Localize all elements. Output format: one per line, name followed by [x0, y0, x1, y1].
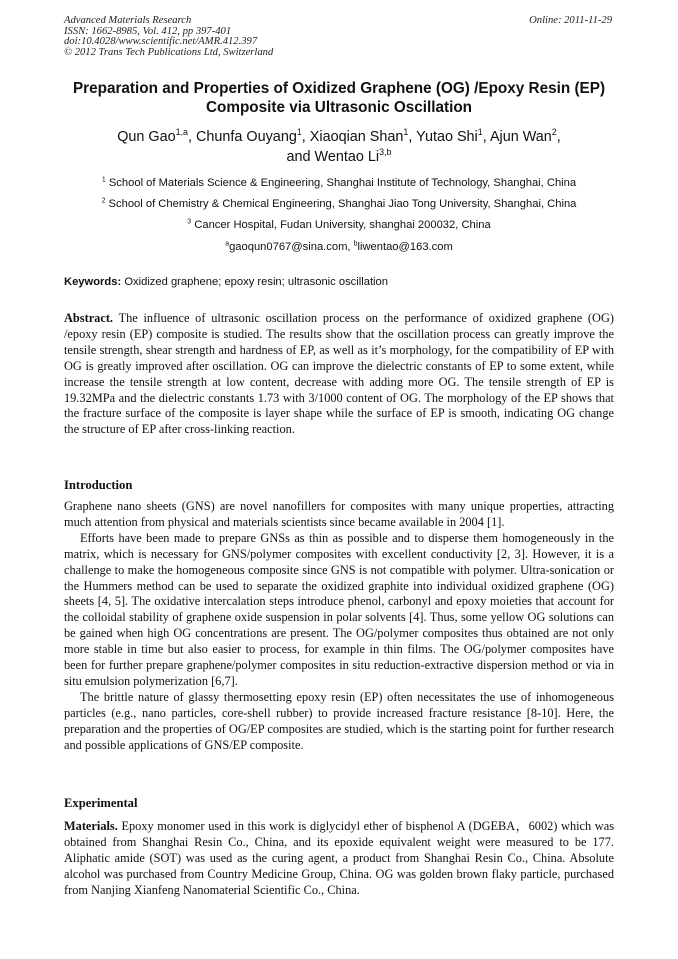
keywords-label: Keywords:: [64, 276, 122, 288]
journal-name: Advanced Materials Research: [64, 15, 192, 26]
affiliation-text: School of Materials Science & Engineering, Shanghai Institute of Technology, Shanghai, China: [108, 177, 577, 189]
materials-label: Materials.: [64, 819, 118, 833]
paper-title: Preparation and Properties of Oxidized Graphene (OG) /Epoxy Resin (EP) Composite via Ultrasonic Oscillation: [72, 80, 606, 116]
affiliation-1: [40, 176, 638, 190]
email-sup: b: [353, 240, 358, 248]
affiliation-text: School of Chemistry & Chemical Engineering, Shanghai Jiao Tong University, Shanghai, China: [108, 198, 577, 210]
author-separator: ,: [188, 129, 197, 145]
author-separator: ,: [301, 129, 310, 145]
journal-doi: doi:10.4028/www.scientific.net/AMR.412.397: [64, 36, 258, 48]
abstract: [64, 311, 614, 438]
affiliation-text: Cancer Hospital, Fudan University, shanghai 200032, China: [194, 219, 491, 231]
author-name: Chunfa Ouyang: [196, 129, 297, 145]
introduction-body: [64, 499, 614, 754]
author-name: Xiaoqian Shan: [309, 129, 404, 145]
abstract-text: The influence of ultrasonic oscillation process on the performance of oxidized graphene (OG) /epoxy resin (EP) composite is studied. The results show that the oscillation process can greatly improve the tensile strength, shear strength and hardness of EP, as well as it’s morphology, for the compatibility of EP with OG is greatly improved after oscillation. OG can improve the dielectric constants of EP to some extent, while increase the tensile strength at low content, decrease with adding more OG. The tensile strength of EP is 19.32MPa and the dielectric constants 1.73 with 3/1000 content of OG. The morphology of the EP shows that the fracture surface of the composite is layer shape while the surface of EP is smooth, indicating OG change the structure of EP after cross-linking reaction.: [64, 311, 614, 437]
author-affil-sup: 1: [403, 127, 409, 138]
affiliation-3: [40, 218, 638, 232]
affiliation-sup: 2: [101, 197, 106, 205]
author-affil-sup: 1: [296, 127, 302, 138]
journal-copyright: © 2012 Trans Tech Publications Ltd, Switzerland: [64, 47, 274, 59]
author-name: Qun Gao: [117, 129, 176, 145]
paragraph: Efforts have been made to prepare GNSs as thin as possible and to disperse them homogeneously in the matrix, which is necessary for GNS/polymer composites with excellent conductivity [2, 3]. However, it is a challenge to make the homogeneous composite since GNS is not compatible with polymer. Ultra-sonication or the Hummers method can be used to separate the oxidized graphite into individual oxidized graphene (OG) sheets [4, 5]. The oxidative intercalation steps introduce phenol, carbonyl and epoxy moieties that account for the colloidal stability of graphene oxide suspension in polar solvents [4]. Thus, some yellow OG solutions can be gained when high OG concentrations are present. The OG/polymer composites thus obtained are not only more stable in time but also easier to process, for example in thin films. The OG/polymer composites have been for further prepare graphene/polymer composites in situ reduction-extractive dispersion method or via in situ emulsion polymerization [6,7].: [64, 530, 614, 688]
author-affil-sup: 1: [477, 127, 483, 138]
affiliation-sup: 1: [101, 176, 106, 184]
author-affil-sup: 3,b: [379, 146, 392, 157]
author-name: Yutao Shi: [416, 129, 478, 145]
email-link[interactable]: gaoqun0767@sina.com,: [229, 241, 351, 253]
email-sup: a: [225, 240, 230, 248]
journal-issn: ISSN: 1662-8985, Vol. 412, pp 397-401: [64, 25, 232, 37]
paragraph: [64, 819, 614, 899]
materials-text: Epoxy monomer used in this work is diglycidyl ether of bisphenol A (DGEBA，6002) which was obtained from Shanghai Resin Co., China, and its epoxide equivalent weight were measured to be 177. Aliphatic amide (SOT) was used as the curing agent, a product from Shanghai Resin Co., China. Absolute alcohol was purchased from Country Medicine Group, China. OG was golden brown flaky particle, purchased from Nanjing Xianfeng Nanomaterial Scientific Co., China.: [64, 819, 615, 897]
journal-header: [64, 16, 273, 59]
keywords: [64, 275, 614, 289]
paragraph: The brittle nature of glassy thermosetting epoxy resin (EP) often necessitates the use of inhomogeneous particles (e.g., nano particles, core-shell rubber) to provide increased fracture resistance [8-10]. Here, the preparation and the properties of OG/EP composites are studied, which is the starting point for further research and possible applications of GNS/EP composite.: [64, 689, 614, 752]
author-list: [70, 128, 608, 167]
author-name: and Wentao Li: [286, 148, 380, 165]
experimental-body: [64, 819, 614, 899]
author-affil-sup: 2: [551, 127, 557, 138]
author-affil-sup: 1,a: [175, 127, 189, 138]
paragraph: Graphene nano sheets (GNS) are novel nanofillers for composites with many unique properties, attracting much attention from physical and materials scientists since became available in 2004 [1].: [64, 499, 614, 529]
author-emails: [40, 240, 638, 254]
online-date: Online: 2011-11-29: [529, 15, 612, 26]
section-heading-introduction: Introduction: [64, 478, 133, 492]
author-name: Ajun Wan: [489, 129, 552, 145]
author-separator: ,: [408, 129, 417, 145]
keywords-text: Oxidized graphene; epoxy resin; ultrasonic oscillation: [124, 276, 388, 288]
affiliation-sup: 3: [187, 218, 192, 226]
author-separator: ,: [556, 129, 561, 145]
section-heading-experimental: Experimental: [64, 796, 138, 810]
abstract-label: Abstract.: [64, 311, 114, 325]
author-separator: ,: [482, 129, 490, 145]
affiliation-2: [40, 197, 638, 211]
email-link[interactable]: liwentao@163.com: [357, 241, 453, 253]
